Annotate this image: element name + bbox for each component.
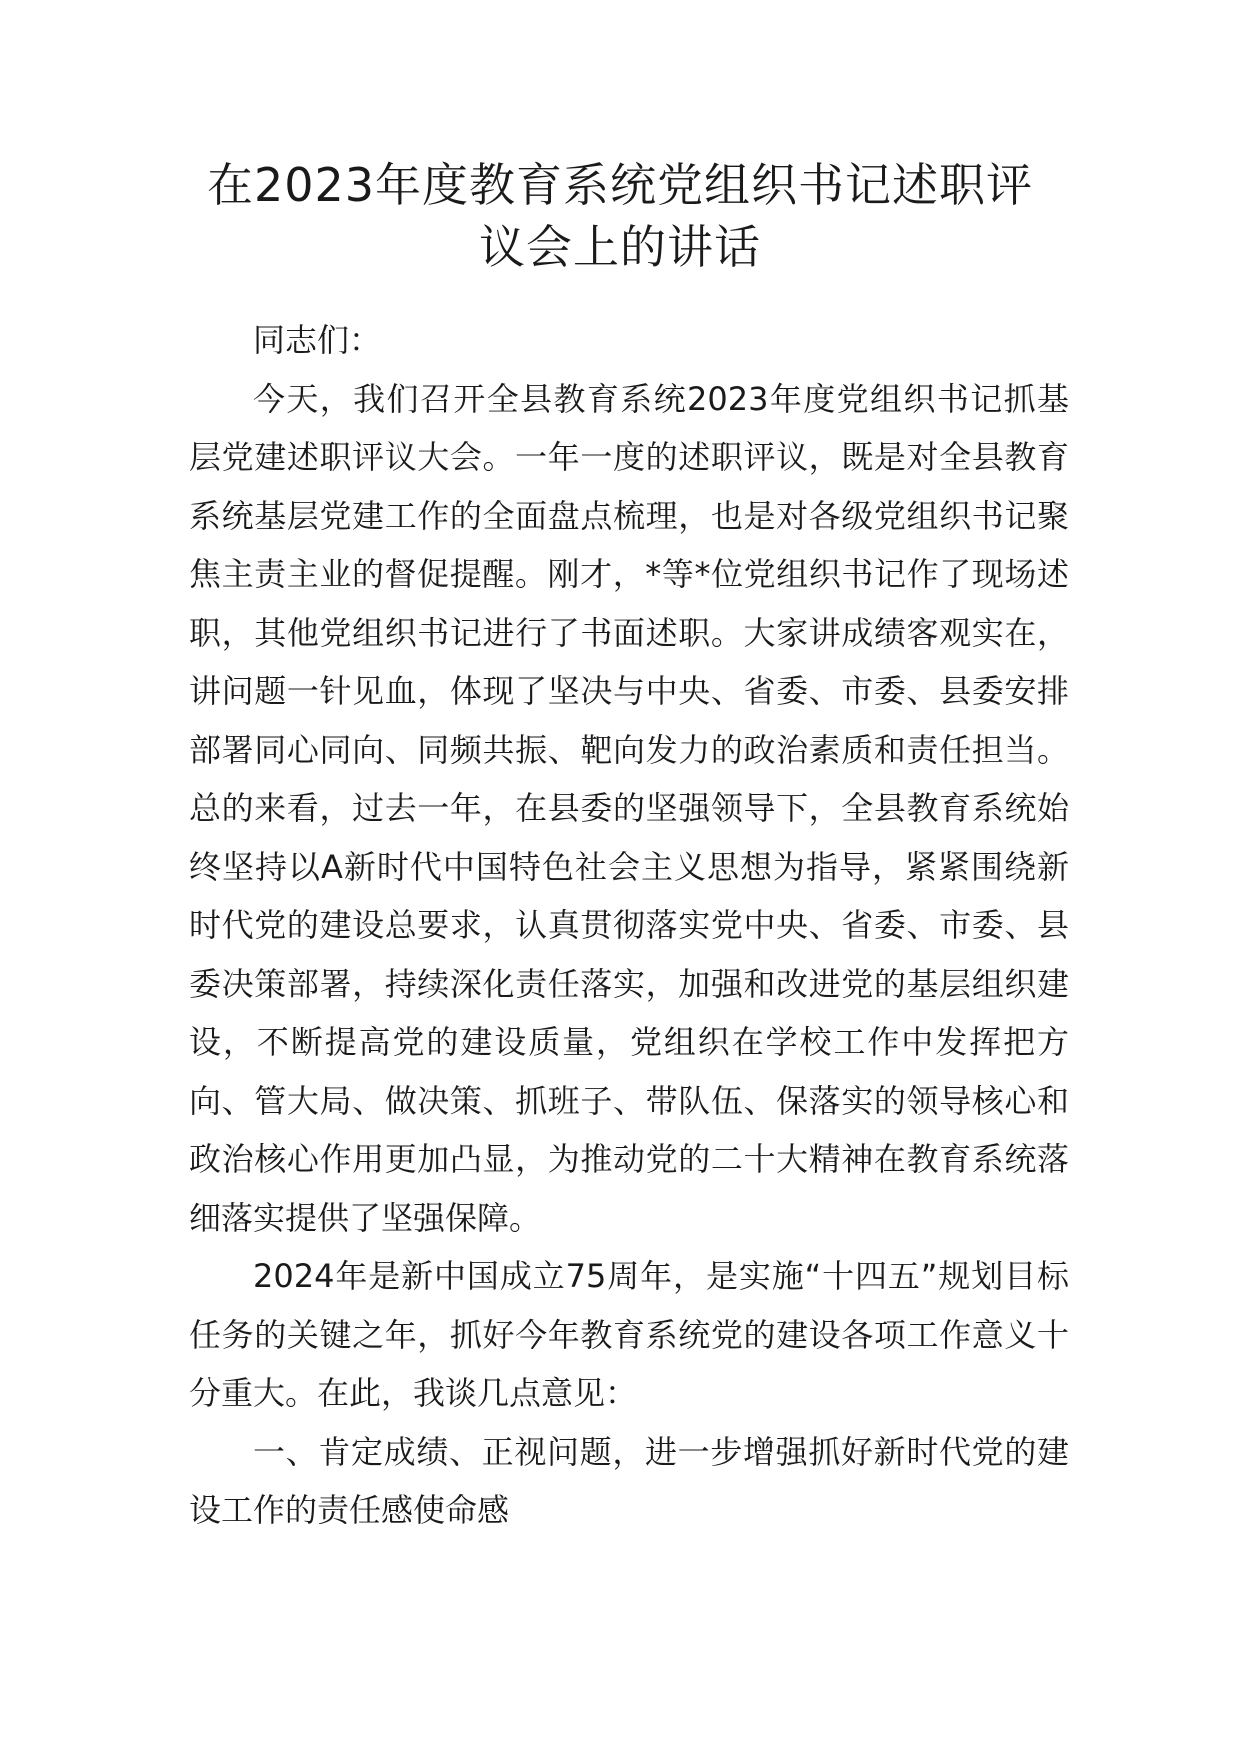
document-title xyxy=(180,154,1060,278)
salutation: 同志们： xyxy=(253,321,382,359)
document-body xyxy=(189,311,1069,1540)
paragraph-opening: 今天，我们召开全县教育系统2023年度党组织书记抓基层党建述职评议大会。一年一度的述职评议，既是对全县教育系统基层党建工作的全面盘点梳理，也是对各级党组织书记聚焦主责主业的督促提醒。刚才，*等*位党组织书记作了现场述职，其他党组织书记进行了书面述职。大家讲成绩客观实在，讲问题一针见血，体现了坚决与中央、省委、市委、县委安排部署同心同向、同频共振、靶向发力的政治素质和责任担当。总的来看，过去一年，在县委的坚强领导下，全县教育系统始终坚持以A新时代中国特色社会主义思想为指导，紧紧围绕新时代党的建设总要求，认真贯彻落实党中央、省委、市委、县委决策部署，持续深化责任落实，加强和改进党的基层组织建设，不断提高党的建设质量，党组织在学校工作中发挥把方向、管大局、做决策、抓班子、带队伍、保落实的领导核心和政治核心作用更加凸显，为推动党的二十大精神在教育系统落细落实提供了坚强保障。 xyxy=(189,379,1069,1237)
title-line-2: 议会上的讲话 xyxy=(479,220,761,274)
section-heading-1: 一、肯定成绩、正视问题，进一步增强抓好新时代党的建设工作的责任感使命感 xyxy=(189,1432,1069,1529)
title-line-1: 在2023年度教育系统党组织书记述职评 xyxy=(206,158,1034,212)
paragraph-2024: 2024年是新中国成立75周年，是实施“十四五”规划目标任务的关键之年，抓好今年教育系统党的建设各项工作意义十分重大。在此，我谈几点意见： xyxy=(189,1257,1069,1412)
